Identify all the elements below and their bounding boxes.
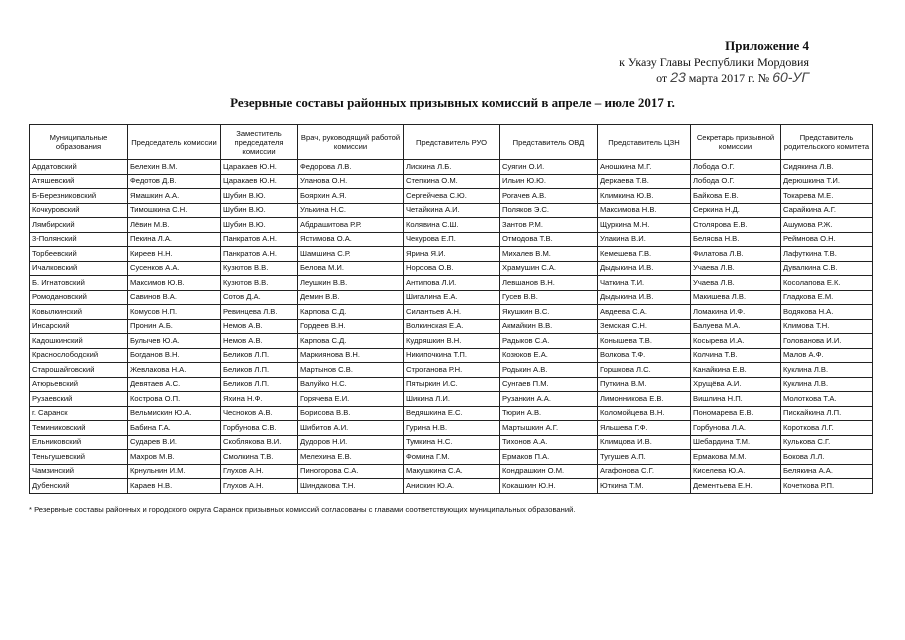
member-cell: Кондрашкин О.М.: [500, 464, 598, 479]
member-cell: Сусенков А.А.: [128, 261, 221, 276]
member-cell: Радыков С.А.: [500, 334, 598, 349]
member-cell: Девятаев А.С.: [128, 377, 221, 392]
member-cell: Никипочкина Т.П.: [404, 348, 500, 363]
member-cell: Строганова Р.Н.: [404, 363, 500, 378]
member-cell: Лобода О.Г.: [691, 160, 781, 175]
municipality-cell: Рузаевский: [30, 392, 128, 407]
member-cell: Рогачев А.В.: [500, 189, 598, 204]
member-cell: Норсова О.В.: [404, 261, 500, 276]
member-cell: Фомина Г.М.: [404, 450, 500, 465]
member-cell: Киреев Н.Н.: [128, 247, 221, 262]
member-cell: Кудряшкин В.Н.: [404, 334, 500, 349]
member-cell: Ястимова О.А.: [298, 232, 404, 247]
municipality-cell: Ельниковский: [30, 435, 128, 450]
member-cell: Дыдыкина И.В.: [598, 290, 691, 305]
member-cell: Белясва Н.В.: [691, 232, 781, 247]
member-cell: Пронин А.Б.: [128, 319, 221, 334]
member-cell: Сарайкина А.Г.: [781, 203, 873, 218]
member-cell: Гусев В.В.: [500, 290, 598, 305]
member-cell: Дудоров Н.И.: [298, 435, 404, 450]
member-cell: Сударев В.И.: [128, 435, 221, 450]
member-cell: Махров М.В.: [128, 450, 221, 465]
member-cell: Сергейчева С.Ю.: [404, 189, 500, 204]
member-cell: Хрущёва А.И.: [691, 377, 781, 392]
appendix-date-middle: марта 2017 г. №: [688, 71, 770, 85]
member-cell: Малов А.Ф.: [781, 348, 873, 363]
member-cell: Гурина Н.В.: [404, 421, 500, 436]
member-cell: Глухов А.Н.: [221, 464, 298, 479]
member-cell: Белякина А.А.: [781, 464, 873, 479]
column-header: Врач, руководящий работой комиссии: [298, 125, 404, 160]
member-cell: Шибитов А.И.: [298, 421, 404, 436]
appendix-number: 60-УГ: [772, 69, 809, 85]
member-cell: Путкина В.М.: [598, 377, 691, 392]
member-cell: Яхина Н.Ф.: [221, 392, 298, 407]
member-cell: Боярхин А.Я.: [298, 189, 404, 204]
member-cell: Максимов Ю.В.: [128, 276, 221, 291]
member-cell: Голованова И.И.: [781, 334, 873, 349]
member-cell: Климова Т.Н.: [781, 319, 873, 334]
member-cell: Караев Н.В.: [128, 479, 221, 494]
member-cell: Мелехина Е.В.: [298, 450, 404, 465]
member-cell: Балуева М.А.: [691, 319, 781, 334]
table-row: [30, 261, 873, 276]
member-cell: Белехин В.М.: [128, 160, 221, 175]
member-cell: Агафонова С.Г.: [598, 464, 691, 479]
appendix-decree-line: к Указу Главы Республики Мордовия: [619, 55, 809, 69]
member-cell: Горячева Е.И.: [298, 392, 404, 407]
member-cell: Пекина Л.А.: [128, 232, 221, 247]
member-cell: Сунгаев П.М.: [500, 377, 598, 392]
member-cell: Климцова И.В.: [598, 435, 691, 450]
member-cell: Крнульнин И.М.: [128, 464, 221, 479]
member-cell: Левшанов В.Н.: [500, 276, 598, 291]
member-cell: Тюрин А.В.: [500, 406, 598, 421]
municipality-cell: Теньгушевский: [30, 450, 128, 465]
member-cell: Лафуткина Т.В.: [781, 247, 873, 262]
member-cell: Куклина Л.В.: [781, 363, 873, 378]
municipality-cell: Ардатовский: [30, 160, 128, 175]
member-cell: Немов А.В.: [221, 334, 298, 349]
member-cell: Щуркина М.Н.: [598, 218, 691, 233]
municipality-cell: Торбеевский: [30, 247, 128, 262]
member-cell: Пятыркин И.С.: [404, 377, 500, 392]
member-cell: Земская С.Н.: [598, 319, 691, 334]
table-row: [30, 363, 873, 378]
table-row: [30, 247, 873, 262]
footnote: * Резервные составы районных и городского округа Саранск призывных комиссий согласованы с главами соответствующих муниципальных образований.: [29, 505, 576, 514]
table-row: [30, 334, 873, 349]
municipality-cell: Дубенский: [30, 479, 128, 494]
member-cell: Поляков Э.С.: [500, 203, 598, 218]
municipality-cell: Инсарский: [30, 319, 128, 334]
table-row: [30, 232, 873, 247]
municipality-cell: Ичалковский: [30, 261, 128, 276]
member-cell: Лобода О.Г.: [691, 174, 781, 189]
member-cell: Лискина Л.Б.: [404, 160, 500, 175]
member-cell: Пиногорова С.А.: [298, 464, 404, 479]
member-cell: Булычев Ю.А.: [128, 334, 221, 349]
table-row: [30, 203, 873, 218]
table-body: [30, 160, 873, 494]
member-cell: Макишева Л.В.: [691, 290, 781, 305]
member-cell: Кемешева Г.В.: [598, 247, 691, 262]
member-cell: Аношкина М.Г.: [598, 160, 691, 175]
member-cell: Сотов Д.А.: [221, 290, 298, 305]
member-cell: Чесноков А.В.: [221, 406, 298, 421]
member-cell: Учаева Л.В.: [691, 276, 781, 291]
table-header-row: [30, 125, 873, 160]
member-cell: Степкина О.М.: [404, 174, 500, 189]
member-cell: Тумкина Н.С.: [404, 435, 500, 450]
municipality-cell: Краснослободский: [30, 348, 128, 363]
column-header: Представитель ЦЗН: [598, 125, 691, 160]
member-cell: Комусов Н.П.: [128, 305, 221, 320]
appendix-heading: Приложение 4: [725, 38, 809, 53]
table-row: [30, 450, 873, 465]
member-cell: Молоткова Т.А.: [781, 392, 873, 407]
municipality-cell: Лямбирский: [30, 218, 128, 233]
municipality-cell: Атяшевский: [30, 174, 128, 189]
member-cell: Байкова Е.В.: [691, 189, 781, 204]
member-cell: Жевлакова Н.А.: [128, 363, 221, 378]
municipality-cell: Б-Березниковский: [30, 189, 128, 204]
member-cell: Тугушев А.П.: [598, 450, 691, 465]
member-cell: Улькина Н.С.: [298, 203, 404, 218]
column-header: Председатель комиссии: [128, 125, 221, 160]
column-header: Заместитель председателя комиссии: [221, 125, 298, 160]
member-cell: Учаева Л.В.: [691, 261, 781, 276]
table-row: [30, 319, 873, 334]
member-cell: Зантов Р.М.: [500, 218, 598, 233]
member-cell: Дементьева Е.Н.: [691, 479, 781, 494]
municipality-cell: Кочкуровский: [30, 203, 128, 218]
table-row: [30, 435, 873, 450]
member-cell: Дерюшкина Т.И.: [781, 174, 873, 189]
member-cell: Максимова Н.В.: [598, 203, 691, 218]
member-cell: Макушкина С.А.: [404, 464, 500, 479]
column-header: Муниципальные образования: [30, 125, 128, 160]
member-cell: Косолапова Е.К.: [781, 276, 873, 291]
member-cell: Рузанкин А.А.: [500, 392, 598, 407]
member-cell: Якушкин В.С.: [500, 305, 598, 320]
member-cell: Авдеева С.А.: [598, 305, 691, 320]
table-row: [30, 348, 873, 363]
member-cell: Беликов Л.П.: [221, 377, 298, 392]
member-cell: Кузютов В.В.: [221, 261, 298, 276]
member-cell: Серкина Н.Д.: [691, 203, 781, 218]
member-cell: Гладкова Е.М.: [781, 290, 873, 305]
member-cell: Панкратов А.Н.: [221, 247, 298, 262]
member-cell: Волкова Т.Ф.: [598, 348, 691, 363]
member-cell: Акмайкин В.В.: [500, 319, 598, 334]
member-cell: Четайкина А.И.: [404, 203, 500, 218]
member-cell: Юткина Т.М.: [598, 479, 691, 494]
table-row: [30, 479, 873, 494]
appendix-day: 23: [670, 69, 686, 85]
member-cell: Пономарева Е.В.: [691, 406, 781, 421]
member-cell: Водякова Н.А.: [781, 305, 873, 320]
member-cell: Чекурова Е.П.: [404, 232, 500, 247]
member-cell: Ермакова М.М.: [691, 450, 781, 465]
member-cell: Шубин В.Ю.: [221, 203, 298, 218]
member-cell: Шиндакова Т.Н.: [298, 479, 404, 494]
member-cell: Лимонникова Е.В.: [598, 392, 691, 407]
member-cell: Антипова Л.И.: [404, 276, 500, 291]
member-cell: Косырева И.А.: [691, 334, 781, 349]
member-cell: Кострова О.П.: [128, 392, 221, 407]
member-cell: Карпова С.Д.: [298, 334, 404, 349]
municipality-cell: Ковылкинский: [30, 305, 128, 320]
commission-table: [29, 124, 873, 494]
member-cell: Яльшева Г.Ф.: [598, 421, 691, 436]
member-cell: Кулькова С.Г.: [781, 435, 873, 450]
member-cell: Канайкина Е.В.: [691, 363, 781, 378]
member-cell: Богданов В.Н.: [128, 348, 221, 363]
table-row: [30, 305, 873, 320]
municipality-cell: Атюрьевский: [30, 377, 128, 392]
member-cell: Шикина Л.И.: [404, 392, 500, 407]
member-cell: Царакаев Ю.Н.: [221, 160, 298, 175]
member-cell: Федорова Л.В.: [298, 160, 404, 175]
member-cell: Дувалкина С.В.: [781, 261, 873, 276]
member-cell: Беликов Л.П.: [221, 348, 298, 363]
member-cell: Шубин В.Ю.: [221, 218, 298, 233]
table-row: [30, 464, 873, 479]
member-cell: Сидякина Л.В.: [781, 160, 873, 175]
member-cell: Короткова Л.Г.: [781, 421, 873, 436]
member-cell: Горбунова Л.А.: [691, 421, 781, 436]
municipality-cell: Теминиковский: [30, 421, 128, 436]
member-cell: Колчина Т.В.: [691, 348, 781, 363]
member-cell: Климкина Ю.В.: [598, 189, 691, 204]
member-cell: Реймнова О.Н.: [781, 232, 873, 247]
document-title: Резервные составы районных призывных комиссий в апреле – июле 2017 г.: [230, 95, 675, 110]
member-cell: Филатова Л.В.: [691, 247, 781, 262]
member-cell: Анискин Ю.А.: [404, 479, 500, 494]
member-cell: Михалев В.М.: [500, 247, 598, 262]
member-cell: Ильин Ю.Ю.: [500, 174, 598, 189]
member-cell: Чаткина Т.И.: [598, 276, 691, 291]
member-cell: Конышева Т.В.: [598, 334, 691, 349]
member-cell: Ермаков П.А.: [500, 450, 598, 465]
member-cell: Ашумова Р.Ж.: [781, 218, 873, 233]
member-cell: Глухов А.Н.: [221, 479, 298, 494]
member-cell: Лёвин М.В.: [128, 218, 221, 233]
table-row: [30, 189, 873, 204]
municipality-cell: Б. Игнатовский: [30, 276, 128, 291]
member-cell: Тихонов А.А.: [500, 435, 598, 450]
member-cell: Горшкова Л.С.: [598, 363, 691, 378]
municipality-cell: Кадошкинский: [30, 334, 128, 349]
member-cell: Киселева Ю.А.: [691, 464, 781, 479]
member-cell: Беликов Л.П.: [221, 363, 298, 378]
municipality-cell: г. Саранск: [30, 406, 128, 421]
appendix-block: [619, 38, 809, 86]
member-cell: Мартышкин А.Г.: [500, 421, 598, 436]
table-row: [30, 290, 873, 305]
table-row: [30, 406, 873, 421]
table-row: [30, 160, 873, 175]
member-cell: Уланова О.Н.: [298, 174, 404, 189]
member-cell: Шубин В.Ю.: [221, 189, 298, 204]
member-cell: Шигалина Е.А.: [404, 290, 500, 305]
member-cell: Белова М.И.: [298, 261, 404, 276]
table-row: [30, 377, 873, 392]
member-cell: Токарева М.Е.: [781, 189, 873, 204]
member-cell: Шамшина С.Р.: [298, 247, 404, 262]
member-cell: Маркиянова В.Н.: [298, 348, 404, 363]
member-cell: Ямашкин А.А.: [128, 189, 221, 204]
member-cell: Колявина С.Ш.: [404, 218, 500, 233]
member-cell: Козюков Е.А.: [500, 348, 598, 363]
member-cell: Кузютов В.В.: [221, 276, 298, 291]
member-cell: Тимошкина С.Н.: [128, 203, 221, 218]
member-cell: Шебардина Т.М.: [691, 435, 781, 450]
member-cell: Ведяшкина Е.С.: [404, 406, 500, 421]
table-row: [30, 421, 873, 436]
member-cell: Суягин О.И.: [500, 160, 598, 175]
column-header: Представитель родительского комитета: [781, 125, 873, 160]
member-cell: Силантьев А.Н.: [404, 305, 500, 320]
member-cell: Кокашкин Ю.Н.: [500, 479, 598, 494]
member-cell: Смолкина Т.В.: [221, 450, 298, 465]
municipality-cell: 3-Полянский: [30, 232, 128, 247]
column-header: Представитель ОВД: [500, 125, 598, 160]
member-cell: Дыдыкина И.В.: [598, 261, 691, 276]
table-row: [30, 218, 873, 233]
member-cell: Ревинцева Л.В.: [221, 305, 298, 320]
member-cell: Валуйко Н.С.: [298, 377, 404, 392]
municipality-cell: Старошайговский: [30, 363, 128, 378]
member-cell: Пискайкина Л.П.: [781, 406, 873, 421]
member-cell: Куклина Л.В.: [781, 377, 873, 392]
appendix-date-prefix: от: [656, 71, 668, 85]
member-cell: Волкинская Е.А.: [404, 319, 500, 334]
member-cell: Столярова Е.В.: [691, 218, 781, 233]
table-row: [30, 174, 873, 189]
member-cell: Бабина Г.А.: [128, 421, 221, 436]
municipality-cell: Ромодановский: [30, 290, 128, 305]
member-cell: Скоблякова В.И.: [221, 435, 298, 450]
member-cell: Ярина Я.И.: [404, 247, 500, 262]
member-cell: Родькин А.В.: [500, 363, 598, 378]
municipality-cell: Чамзинский: [30, 464, 128, 479]
column-header: Секретарь призывной комиссии: [691, 125, 781, 160]
member-cell: Горбунова С.В.: [221, 421, 298, 436]
member-cell: Борисова В.В.: [298, 406, 404, 421]
member-cell: Бокова Л.Л.: [781, 450, 873, 465]
member-cell: Царакаев Ю.Н.: [221, 174, 298, 189]
member-cell: Ломакина И.Ф.: [691, 305, 781, 320]
member-cell: Улакина В.И.: [598, 232, 691, 247]
member-cell: Кочеткова Р.П.: [781, 479, 873, 494]
member-cell: Мартынов С.В.: [298, 363, 404, 378]
member-cell: Федотов Д.В.: [128, 174, 221, 189]
member-cell: Леушкин В.В.: [298, 276, 404, 291]
column-header: Представитель РУО: [404, 125, 500, 160]
appendix-date-line: [619, 70, 809, 86]
member-cell: Карпова С.Д.: [298, 305, 404, 320]
member-cell: Демин В.В.: [298, 290, 404, 305]
member-cell: Отмодова Т.В.: [500, 232, 598, 247]
member-cell: Панкратов А.Н.: [221, 232, 298, 247]
member-cell: Деркаева Т.В.: [598, 174, 691, 189]
member-cell: Немов А.В.: [221, 319, 298, 334]
table-row: [30, 392, 873, 407]
table-row: [30, 276, 873, 291]
member-cell: Абдрашитова Р.Р.: [298, 218, 404, 233]
member-cell: Храмушин С.А.: [500, 261, 598, 276]
member-cell: Вишлина Н.П.: [691, 392, 781, 407]
member-cell: Вельмискин Ю.А.: [128, 406, 221, 421]
member-cell: Савинов В.А.: [128, 290, 221, 305]
member-cell: Гордеев В.Н.: [298, 319, 404, 334]
member-cell: Коломойцева В.Н.: [598, 406, 691, 421]
